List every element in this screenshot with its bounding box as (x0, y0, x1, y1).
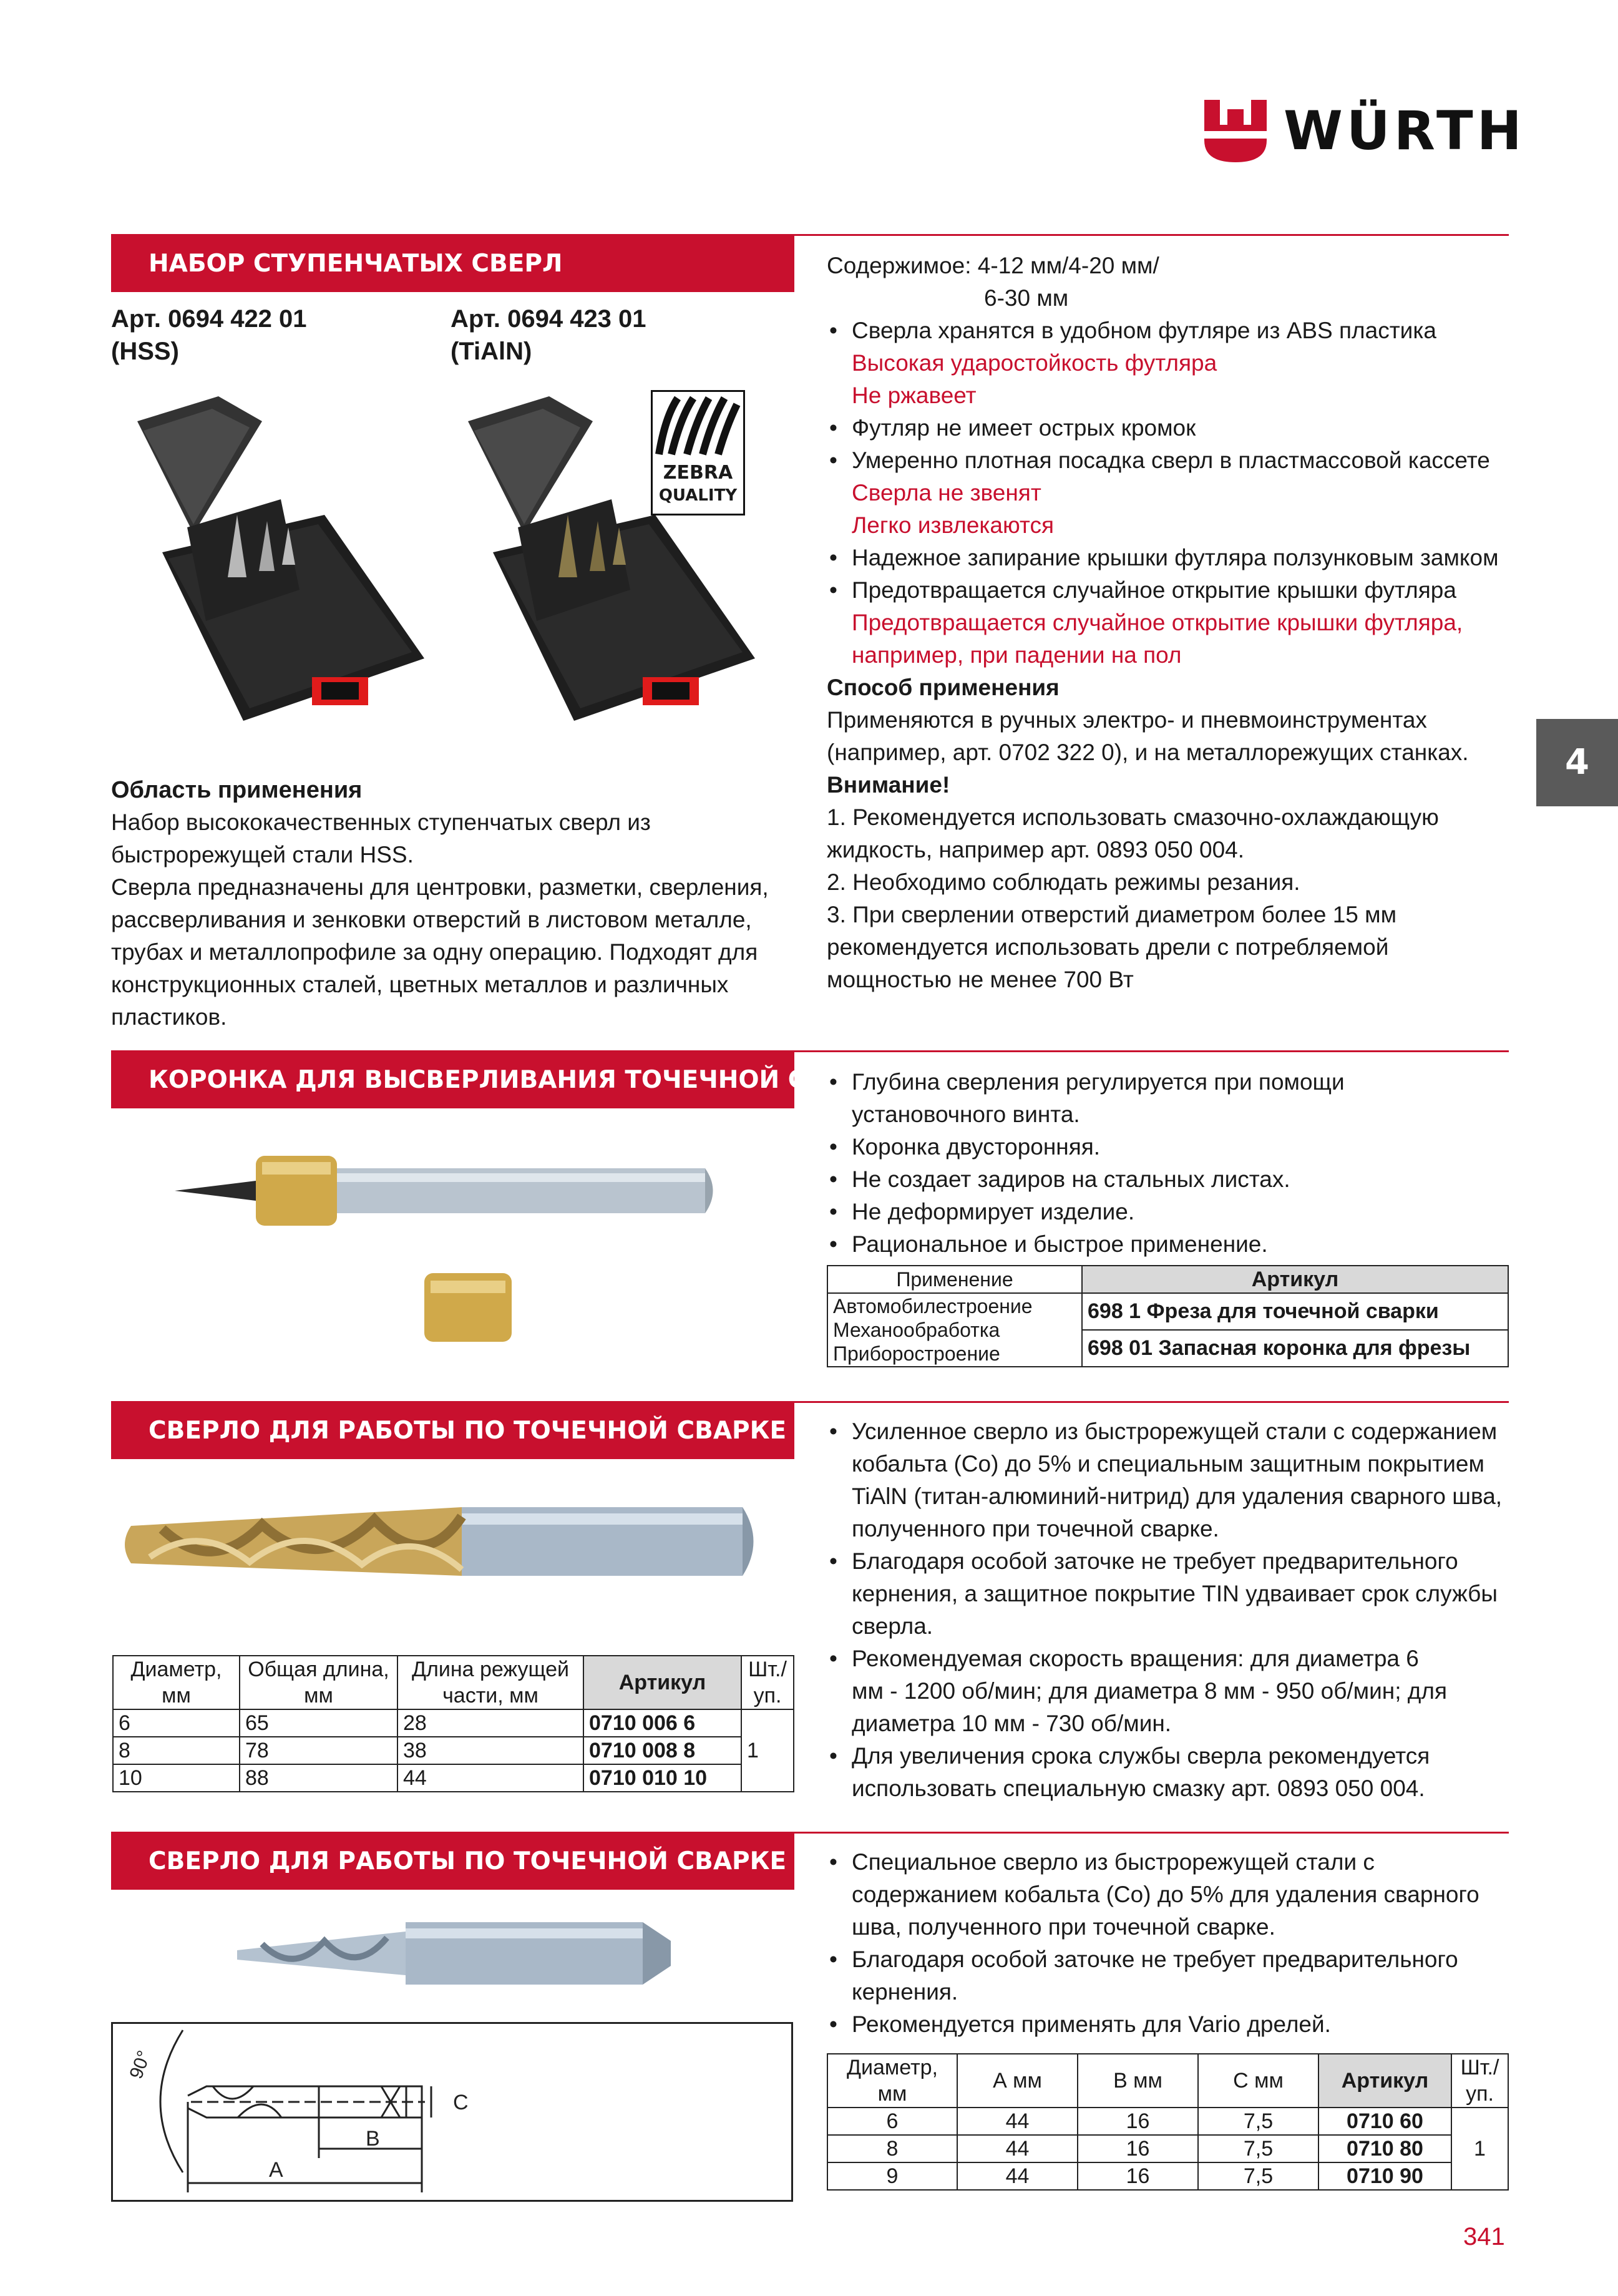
header-line: Диаметр, (846, 2056, 938, 2079)
area-paragraph (111, 806, 769, 1033)
table-cell: 16 (1078, 2135, 1198, 2162)
table-cell: 6 (113, 1709, 240, 1737)
table-cell: 1 (741, 1709, 794, 1792)
text-line: шва, полученного при точечной сварке. (852, 1914, 1275, 1940)
text-line: 1. Рекомендуется использовать смазочно-охлаждающую (827, 804, 1439, 830)
features-column (827, 1846, 1513, 2041)
table-row (827, 2135, 1508, 2162)
article-number: Арт. 0694 423 01 (451, 305, 646, 333)
highlight-line: например, при падении на пол (852, 642, 1182, 668)
text-line: • Благодаря особой заточке не требует предварительного (852, 1947, 1458, 1972)
text-line: конструкционных сталей, цветных металлов и различных (111, 972, 729, 997)
text-line: Приборостроение (833, 1342, 1000, 1365)
bullet-item (827, 1943, 1513, 2008)
column-header (397, 1656, 583, 1709)
table-cell: 38 (397, 1737, 583, 1764)
text-line: Механообработка (833, 1319, 1000, 1341)
text-line: Применяются в ручных электро- и пневмоинструментах (827, 707, 1427, 733)
features-column (827, 1415, 1513, 1805)
article-material: (HSS) (111, 338, 179, 365)
column-header: Артикул (583, 1656, 741, 1709)
drill-bit-hsco-image (225, 1907, 680, 2000)
text-line: сверла. (852, 1613, 933, 1639)
text-line: полученного при точечной сварке. (852, 1516, 1219, 1541)
table-cell: 8 (827, 2135, 957, 2162)
section-title: НАБОР СТУПЕНЧАТЫХ СВЕРЛ (111, 236, 794, 292)
text-line: 6-30 мм (984, 285, 1069, 311)
text-line: быстрорежущей стали HSS. (111, 842, 414, 867)
bullet-item: • Рациональное и быстрое применение. (827, 1228, 1513, 1261)
wurth-logo (1201, 97, 1526, 165)
table-cell: 8 (113, 1737, 240, 1764)
table-cell: 7,5 (1198, 2108, 1318, 2135)
text-line: • Рекомендуется применять для Vario дрелей. (852, 2011, 1331, 2037)
table-cell: 1 (1451, 2108, 1508, 2190)
table-cell: 7,5 (1198, 2135, 1318, 2162)
table-cell: 28 (397, 1709, 583, 1737)
badge-line: QUALITY (658, 486, 738, 505)
text-line: (например, арт. 0702 322 0), и на металлорежущих станках. (827, 740, 1469, 765)
table-cell: 65 (240, 1709, 397, 1737)
dimension-label: B (366, 2127, 380, 2151)
column-header (741, 1656, 794, 1709)
text-line: • Рекомендуемая скорость вращения: для диаметра 6 (852, 1646, 1419, 1671)
table-cell: 0710 90 (1318, 2162, 1451, 2190)
table-cell: 44 (957, 2108, 1078, 2135)
text-line: содержанием кобальта (Co) до 5% для удаления сварного (852, 1882, 1479, 1907)
table-cell: 9 (827, 2162, 957, 2190)
column-header: Артикул (1082, 1266, 1508, 1293)
text-line: • Для увеличения срока службы сверла рекомендуется (852, 1743, 1430, 1769)
drill-hsco-table (827, 2053, 1509, 2191)
text-line: • Глубина сверления регулируется при помощи (852, 1069, 1345, 1095)
article-material: (TiAlN) (451, 338, 532, 365)
spot-weld-cutter-table (827, 1265, 1509, 1367)
header-line: Диаметр, (130, 1658, 222, 1681)
brand-name: WÜRTH (1284, 100, 1526, 162)
highlight-line: Сверла не звенят (852, 480, 1041, 506)
drill-dimension-diagram (113, 2024, 791, 2200)
text-line: мм - 1200 об/мин; для диаметра 8 мм - 950 об/мин; для (852, 1678, 1447, 1704)
bullet-item (827, 1740, 1513, 1805)
text-line: рассверливания и зенковки отверстий в листовом металле, (111, 907, 752, 932)
bullet-item (827, 1415, 1513, 1545)
spot-weld-cutter-image (168, 1123, 730, 1373)
bullet-item: • Предотвращается случайное открытие крышки футляра (827, 574, 1513, 607)
highlight-line: Предотвращается случайное открытие крышки футляра, (852, 610, 1463, 635)
bullet-item (827, 1643, 1513, 1740)
subsection-heading: Внимание! (827, 772, 950, 798)
header-line: Общая длина, (248, 1658, 389, 1681)
table-row (827, 2162, 1508, 2190)
header-line: Шт./ (748, 1658, 787, 1681)
section-title: СВЕРЛО ДЛЯ РАБОТЫ ПО ТОЧЕЧНОЙ СВАРКЕ HSCO (111, 1834, 794, 1890)
table-cell: 16 (1078, 2162, 1198, 2190)
table-cell: 44 (397, 1764, 583, 1792)
table-cell: 698 01 Запасная коронка для фрезы (1082, 1330, 1508, 1367)
features-column (827, 250, 1513, 996)
bullet-item: • Сверла хранятся в удобном футляре из ABS пластика (827, 315, 1513, 347)
subsection-heading: Способ применения (827, 675, 1060, 700)
table-cell: 78 (240, 1737, 397, 1764)
highlight-line: Не ржавеет (852, 383, 977, 408)
table-row (827, 2108, 1508, 2135)
text-line: • Благодаря особой заточке не требует предварительного (852, 1548, 1458, 1574)
column-header: Применение (827, 1266, 1082, 1293)
text-line: • Специальное сверло из быстрорежущей стали с (852, 1849, 1375, 1875)
table-cell: 0710 60 (1318, 2108, 1451, 2135)
zebra-stripes-icon (653, 392, 743, 461)
bullet-item (827, 1846, 1513, 1943)
text-line: использовать специальную смазку арт. 0893 050 004. (852, 1776, 1425, 1801)
zebra-quality-badge (651, 390, 745, 515)
header-line: мм (877, 2082, 907, 2106)
angle-label: 90° (125, 2048, 155, 2082)
page-number: 341 (1463, 2223, 1505, 2250)
bullet-item: • Футляр не имеет острых кромок (827, 412, 1513, 444)
header-line: уп. (753, 1684, 782, 1707)
text-line: 2. Необходимо соблюдать режимы резания. (827, 869, 1300, 895)
text-line: рекомендуется использовать дрели с потребляемой (827, 934, 1389, 960)
table-row (113, 1764, 794, 1792)
text-line: мощностью не менее 700 Вт (827, 967, 1134, 992)
step-drill-kit-hss-image (119, 384, 443, 740)
header-line: мм (304, 1684, 333, 1707)
subsection-heading: Область применения (111, 777, 363, 803)
text-line: Содержимое: 4-12 мм/4-20 мм/ (827, 253, 1159, 278)
column-header: А мм (957, 2054, 1078, 2108)
text-line: Набор высококачественных ступенчатых сверл из (111, 809, 651, 835)
bullet-item: • Надежное запирание крышки футляра ползунковым замком (827, 542, 1513, 574)
table-cell: 44 (957, 2135, 1078, 2162)
text-line: кобальта (Co) до 5% и специальным защитным покрытием (852, 1451, 1484, 1477)
table-row (113, 1737, 794, 1764)
dimension-label: A (269, 2158, 283, 2182)
drill-tin-table (112, 1655, 794, 1792)
wurth-emblem-icon (1201, 97, 1270, 165)
table-cell: 7,5 (1198, 2162, 1318, 2190)
bullet-item: • Умеренно плотная посадка сверл в пластмассовой кассете (827, 444, 1513, 477)
table-cell: 88 (240, 1764, 397, 1792)
table-row (113, 1709, 794, 1737)
table-cell: 0710 010 10 (583, 1764, 741, 1792)
bullet-item (827, 1066, 1513, 1131)
table-cell: 10 (113, 1764, 240, 1792)
column-header (240, 1656, 397, 1709)
bullet-item: • Не создает задиров на стальных листах. (827, 1163, 1513, 1196)
badge-line: ZEBRA (663, 462, 733, 484)
table-cell: 698 1 Фреза для точечной сварки (1082, 1293, 1508, 1330)
header-line: части, мм (442, 1684, 539, 1707)
table-cell: 0710 80 (1318, 2135, 1451, 2162)
section-title: КОРОНКА ДЛЯ ВЫСВЕРЛИВАНИЯ ТОЧЕЧНОЙ СВАРКИ (111, 1052, 794, 1108)
table-cell: 16 (1078, 2108, 1198, 2135)
column-header: Шт./уп. (1451, 2054, 1508, 2108)
table-cell: 0710 008 8 (583, 1737, 741, 1764)
text-line: пластиков. (111, 1004, 227, 1030)
text-line: кернения, а защитное покрытие TIN удваивает срок службы (852, 1581, 1498, 1606)
text-line: • Усиленное сверло из быстрорежущей стали с содержанием (852, 1419, 1498, 1444)
text-line: кернения. (852, 1979, 958, 2005)
highlight-line: Высокая ударостойкость футляра (852, 350, 1217, 376)
bullet-item: • Не деформирует изделие. (827, 1196, 1513, 1228)
features-column (827, 1066, 1513, 1261)
column-header: С мм (1198, 2054, 1318, 2108)
bullet-item: • Коронка двусторонняя. (827, 1131, 1513, 1163)
header-line: Длина режущей (411, 1658, 570, 1681)
table-cell (827, 1293, 1082, 1367)
bullet-item (827, 1545, 1513, 1643)
drill-bit-tin-image (112, 1482, 799, 1619)
text-line: трубах и металлопрофиле за одну операцию. Подходят для (111, 939, 758, 965)
text-line: Автомобилестроение (833, 1295, 1033, 1317)
text-line: жидкость, например арт. 0893 050 004. (827, 837, 1244, 862)
dimension-label: C (453, 2091, 469, 2114)
table-cell: 44 (957, 2162, 1078, 2190)
table-cell: 6 (827, 2108, 957, 2135)
section-tab: 4 (1536, 719, 1618, 806)
text-line: TiAlN (титан-алюминий-нитрид) для удаления сварного шва, (852, 1483, 1503, 1509)
column-header: В мм (1078, 2054, 1198, 2108)
text-line: Сверла предназначены для центровки, разметки, сверления, (111, 874, 769, 900)
technical-drawing (111, 2022, 793, 2202)
text-line: диаметра 10 мм - 730 об/мин. (852, 1711, 1172, 1736)
column-header (827, 2054, 957, 2108)
article-number: Арт. 0694 422 01 (111, 305, 307, 333)
text-line: 3. При сверлении отверстий диаметром более 15 мм (827, 902, 1397, 927)
table-cell: 0710 006 6 (583, 1709, 741, 1737)
header-line: мм (162, 1684, 191, 1707)
text-line: установочного винта. (852, 1102, 1080, 1127)
column-header (113, 1656, 240, 1709)
column-header: Артикул (1318, 2054, 1451, 2108)
bullet-item (827, 2008, 1513, 2041)
highlight-line: Легко извлекаются (852, 512, 1055, 538)
section-title: СВЕРЛО ДЛЯ РАБОТЫ ПО ТОЧЕЧНОЙ СВАРКЕ HSCO TIN (111, 1403, 794, 1459)
